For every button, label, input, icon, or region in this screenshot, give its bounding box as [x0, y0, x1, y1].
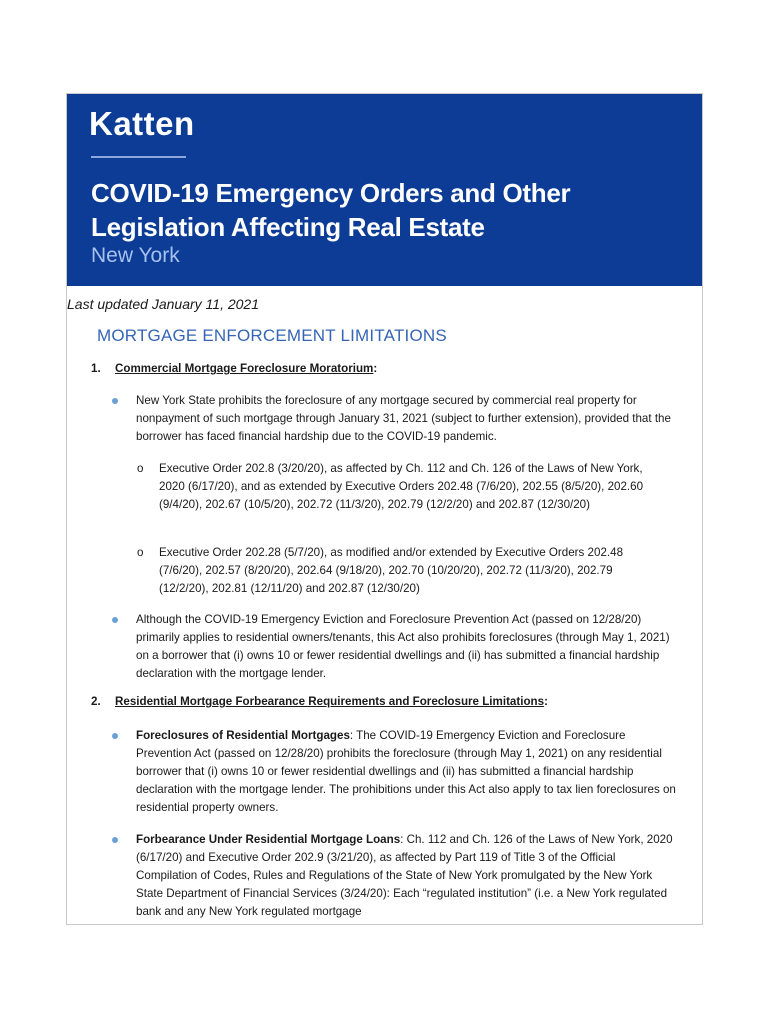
- bullet-text: Although the COVID-19 Emergency Eviction and Foreclosure Prevention Act (passed on 12/28/20) primarily applies to residential owners/tenants, this Act also prohibits foreclosures (through May 1, 2021) on a borrower that (i) owns 10 or fewer residential dwellings and (ii) has submitted a financial hardship declaration with the mortgage lender.: [136, 613, 670, 680]
- section-heading: MORTGAGE ENFORCEMENT LIMITATIONS: [97, 326, 447, 345]
- document-page: [66, 93, 703, 925]
- sub-item-text: Executive Order 202.28 (5/7/20), as modified and/or extended by Executive Orders 202.48 (7/6/20), 202.57 (8/20/20), 202.64 (9/18/20), 202.70 (10/20/20), 202.72 (11/3/20), 202.79 (12/2/20), 202.81 (12/11/20) and 202.87 (12/30/20): [159, 546, 624, 595]
- circle-bullet-icon: o: [137, 462, 144, 475]
- item-2-title: Residential Mortgage Forbearance Requirements and Foreclosure Limitations: [115, 695, 545, 708]
- numbered-item-2: 2. Residential Mortgage Forbearance Requirements and Foreclosure Limitations:: [91, 695, 548, 708]
- sub-item-text: Executive Order 202.8 (3/20/20), as affected by Ch. 112 and Ch. 126 of the Laws of New York, 2020 (6/17/20), and as extended by Executive Orders 202.48 (7/6/20), 202.55 (8/5/20), 202.60 (9/4/20), 202.67 (10/5/20), 202.72 (11/3/20), 202.79 (12/2/20) and 202.87 (12/30/20): [159, 462, 644, 511]
- numbered-item-1: 1. Commercial Mortgage Foreclosure Moratorium:: [91, 362, 378, 375]
- item-1-title: Commercial Mortgage Foreclosure Moratorium: [115, 362, 374, 375]
- circle-bullet-icon: o: [137, 546, 144, 559]
- document-subtitle: New York: [91, 244, 180, 267]
- bullet-lead: Forbearance Under Residential Mortgage Loans: [136, 833, 401, 846]
- bullet-icon: [112, 837, 118, 843]
- bullet-icon: [112, 617, 118, 623]
- header-banner: [67, 94, 702, 286]
- bullet-text: New York State prohibits the foreclosure of any mortgage secured by commercial real property for nonpayment of such mortgage through January 31, 2021 (subject to further extension), provided that the borrower has faced financial hardship due to the COVID-19 pandemic.: [136, 394, 671, 443]
- katten-logo: Katten: [89, 105, 195, 142]
- bullet-text: : Ch. 112 and Ch. 126 of the Laws of New York, 2020 (6/17/20) and Executive Order 202.9 (3/21/20), as affected by Part 119 of Title 3 of the Official Compilation of Codes, Rules and Regulations of the State of New York promulgated by the New York State Department of Financial Services (3/24/20): Each “regulated institution” (i.e. a New York regulated bank and any New York regulated mortgage: [136, 833, 673, 918]
- bullet-icon: [112, 398, 118, 404]
- logo-underline: [91, 156, 186, 158]
- bullet-icon: [112, 733, 118, 739]
- bullet-text: : The COVID-19 Emergency Eviction and Foreclosure Prevention Act (passed on 12/28/20) prohibits the foreclosure (through May 1, 2021) on any residential borrower that (i) owns 10 or fewer residential dwellings and (ii) has submitted a financial hardship declaration with the mortgage lender. The prohibitions under this Act also apply to tax lien foreclosures on residential property owners.: [136, 729, 676, 814]
- last-updated: Last updated January 11, 2021: [67, 296, 260, 312]
- bullet-lead: Foreclosures of Residential Mortgages: [136, 729, 350, 742]
- document-title: COVID-19 Emergency Orders and Other Legislation Affecting Real Estate: [91, 178, 571, 242]
